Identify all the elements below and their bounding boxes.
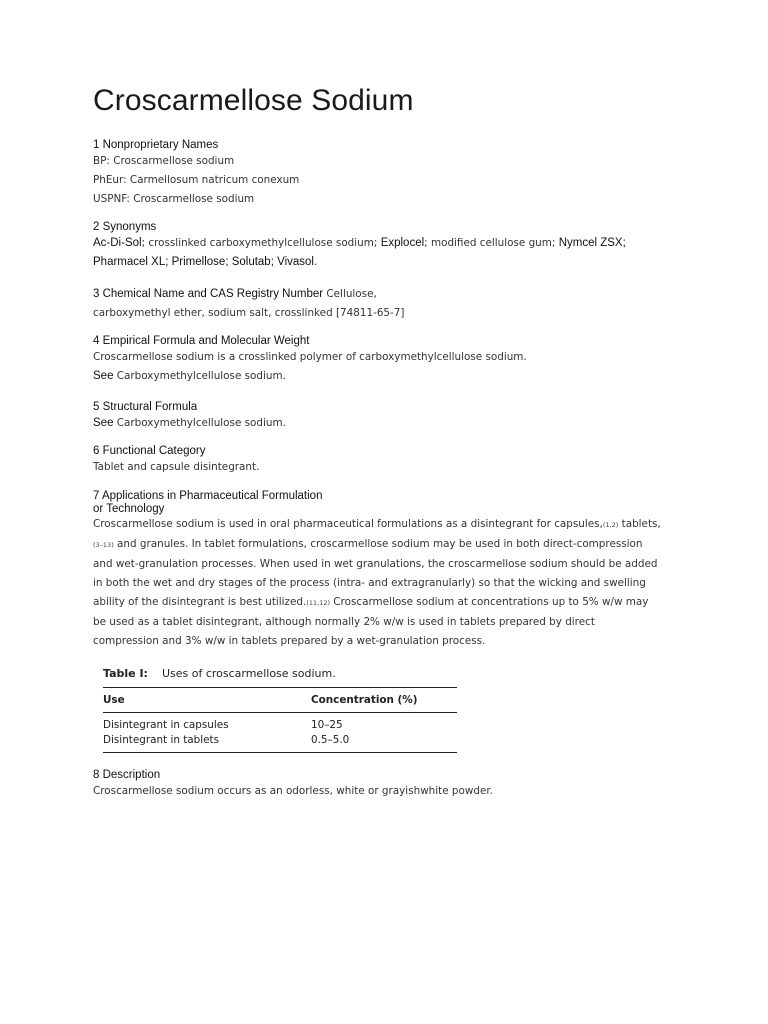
section-line: Croscarmellose sodium occurs as an odorless, white or grayishwhite powder. xyxy=(93,785,493,797)
see-label: See xyxy=(93,370,114,382)
uses-table xyxy=(103,667,457,753)
table-cell-concentration: 0.5–5.0 xyxy=(311,733,350,746)
section-applications xyxy=(93,490,678,651)
section-heading: 3 Chemical Name and CAS Registry Number xyxy=(93,288,324,300)
section-heading: 4 Empirical Formula and Molecular Weight xyxy=(93,335,310,347)
table-row xyxy=(103,732,457,747)
section-nonproprietary-names xyxy=(93,138,678,209)
table-cell-use: Disintegrant in capsules xyxy=(103,718,229,731)
section-line: Tablet and capsule disintegrant. xyxy=(93,461,260,473)
section-line: BP: Croscarmellose sodium xyxy=(93,155,235,167)
section-line: USPNF: Croscarmellose sodium xyxy=(93,193,255,205)
section-heading: 6 Functional Category xyxy=(93,445,206,457)
section-synonyms xyxy=(93,220,678,272)
applications-paragraph xyxy=(93,515,663,651)
see-target: Carboxymethylcellulose sodium. xyxy=(116,417,286,429)
para-text: tablets, xyxy=(618,518,661,530)
table-cell-use: Disintegrant in tablets xyxy=(103,733,220,746)
synonym-brand: Nymcel ZSX xyxy=(558,237,623,249)
see-label: See xyxy=(93,417,114,429)
table-row xyxy=(103,717,457,732)
table-header-row xyxy=(103,688,457,712)
column-header-concentration: Concentration (%) xyxy=(311,694,418,706)
synonyms-text xyxy=(93,234,678,272)
table-cell-concentration: 10–25 xyxy=(311,718,343,731)
section-heading: 2 Synonyms xyxy=(93,221,157,233)
section-empirical-formula xyxy=(93,334,678,386)
page-title: Croscarmellose Sodium xyxy=(93,84,414,117)
synonym-brand: Explocel xyxy=(380,237,425,249)
para-text: Croscarmellose sodium at concentrations up to 5% w/w may be used as a tablet disintegrant, although normally 2% w/w is used in tablets prepared by direct compression and 3% w/w in tablets prepared by a wet-granulation process. xyxy=(93,596,649,647)
section-description xyxy=(93,768,678,801)
synonym-brand: Primellose xyxy=(171,256,226,268)
reference-marker: (11,12) xyxy=(306,599,330,607)
synonym-sep: ; xyxy=(622,237,626,249)
table-caption-text: Uses of croscarmellose sodium. xyxy=(161,667,336,680)
see-reference xyxy=(93,367,678,386)
section-heading: 7 Applications in Pharmaceutical Formulation xyxy=(93,490,323,502)
table-bottom-rule xyxy=(103,752,457,753)
table-label: Table I: xyxy=(103,667,148,680)
chemical-name-text: Cellulose, xyxy=(326,288,377,300)
synonym-brand: Vivasol xyxy=(277,256,314,268)
section-structural-formula xyxy=(93,400,678,433)
para-text: Croscarmellose sodium is used in oral pharmaceutical formulations as a disintegrant for capsules, xyxy=(93,518,603,530)
synonym-brand: Solutab xyxy=(231,256,271,268)
see-reference xyxy=(93,414,678,433)
column-header-use: Use xyxy=(103,694,125,706)
synonym-end: . xyxy=(313,256,318,268)
synonym-brand: Pharmacel XL xyxy=(93,256,166,268)
reference-marker: (3–13) xyxy=(93,541,114,549)
para-text: and granules. In tablet formulations, croscarmellose sodium may be used in both direct-compression and wet-granulation processes. When used in wet granulations, the croscarmellose sodium should be added in both the wet and dry stages of the process (intra- and extragranularly) so that the wicking and swelling ability of the disintegrant is best utilized. xyxy=(93,538,658,608)
synonym-text: ; modified cellulose gum; xyxy=(424,237,559,249)
synonym-sep: ; xyxy=(270,256,278,268)
section-heading: 5 Structural Formula xyxy=(93,401,198,413)
synonym-text: ; crosslinked carboxymethylcellulose sodium; xyxy=(141,237,381,249)
see-target: Carboxymethylcellulose sodium. xyxy=(116,370,286,382)
chemical-name-cont: carboxymethyl ether, sodium salt, crosslinked [74811-65-7] xyxy=(93,307,405,319)
section-heading: 1 Nonproprietary Names xyxy=(93,139,219,151)
section-heading: 8 Description xyxy=(93,769,161,781)
section-heading-cont: or Technology xyxy=(93,502,165,515)
section-chemical-name xyxy=(93,285,678,323)
section-line: PhEur: Carmellosum natricum conexum xyxy=(93,174,300,186)
synonym-brand: Ac-Di-Sol xyxy=(93,237,142,249)
synonym-sep: ; xyxy=(225,256,232,268)
reference-marker: (1,2) xyxy=(602,521,619,529)
chemical-name-line xyxy=(93,285,678,304)
section-functional-category xyxy=(93,444,678,477)
table-caption xyxy=(103,667,457,687)
section-line: Croscarmellose sodium is a crosslinked polymer of carboxymethylcellulose sodium. xyxy=(93,351,527,363)
synonym-sep: ; xyxy=(165,256,172,268)
